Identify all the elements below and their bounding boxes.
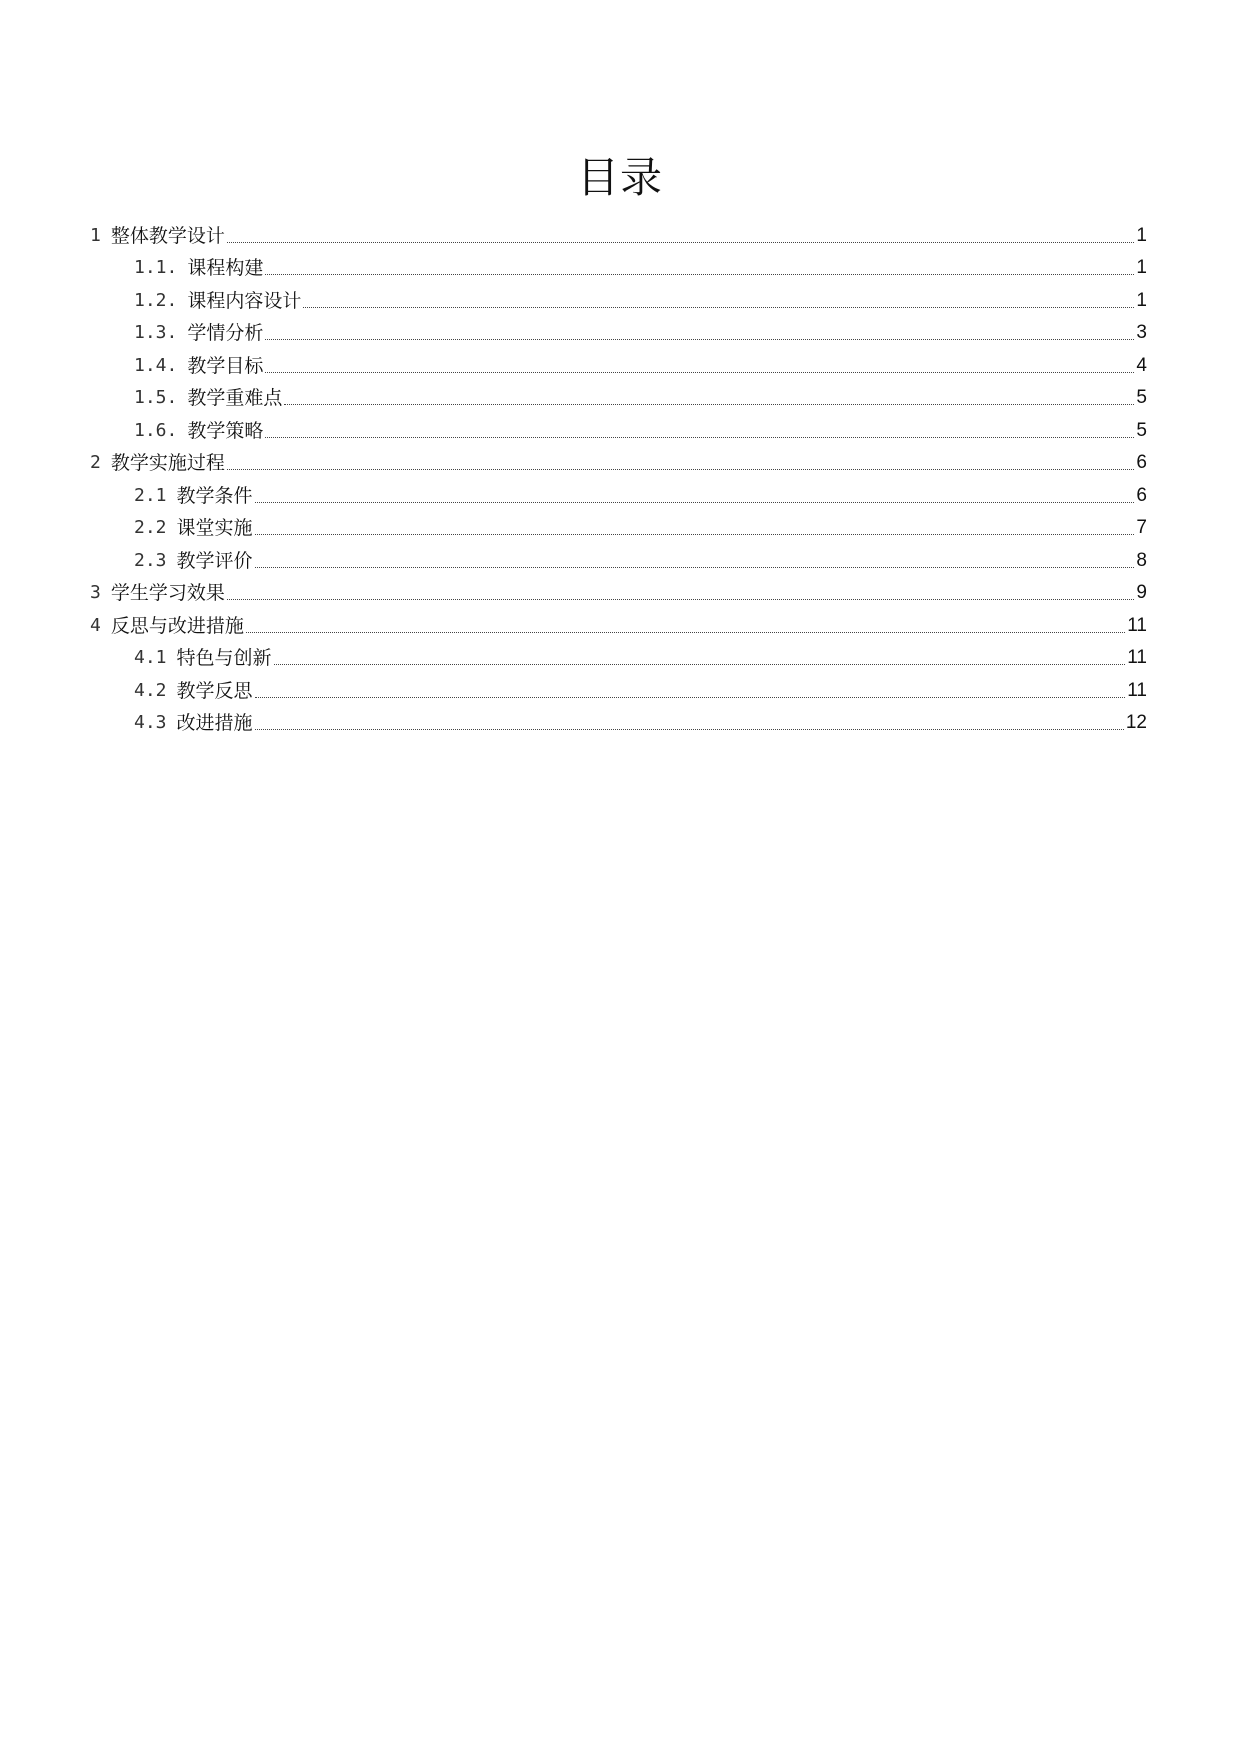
toc-entry-page: 1 [1136, 257, 1147, 278]
dot-leader [265, 437, 1134, 438]
dot-leader [284, 404, 1134, 405]
toc-entry-number: 1 [90, 224, 101, 246]
dot-leader [265, 372, 1134, 373]
toc-entry[interactable] [0, 345, 1240, 378]
toc-entry-number: 1.5. [134, 387, 178, 408]
toc-entry[interactable] [0, 280, 1240, 313]
toc-entry-number: 1.3. [134, 322, 178, 343]
toc-entry-label: 学生学习效果 [110, 582, 225, 604]
toc-entry-label: 整体教学设计 [110, 224, 225, 247]
dot-leader [255, 567, 1135, 568]
dot-leader [265, 274, 1134, 275]
toc-entry-page: 6 [1136, 452, 1147, 473]
toc-entry[interactable] [0, 443, 1240, 476]
toc-entry-page: 1 [1136, 289, 1147, 311]
toc-entry[interactable] [0, 605, 1240, 638]
toc-entry-label: 教学策略 [187, 419, 264, 442]
toc-entry[interactable] [0, 475, 1240, 508]
dot-leader [255, 697, 1126, 698]
toc-entry-label: 课程内容设计 [187, 289, 302, 312]
toc-entry-number: 1.1. [134, 257, 178, 278]
toc-entry-label: 教学反思 [176, 679, 253, 702]
toc-entry-label: 课堂实施 [176, 517, 253, 539]
toc-entry-page: 6 [1136, 484, 1147, 506]
toc-entry-page: 12 [1125, 712, 1147, 733]
dot-leader [227, 242, 1135, 243]
toc-entry[interactable] [0, 540, 1240, 573]
toc-entry-label: 反思与改进措施 [110, 614, 244, 637]
toc-entry-number: 2.3 [134, 549, 167, 571]
toc-entry-label: 教学评价 [176, 549, 253, 572]
toc-list [0, 215, 1240, 735]
toc-entry[interactable] [0, 410, 1240, 443]
toc-entry[interactable] [0, 573, 1240, 606]
toc-entry[interactable] [0, 670, 1240, 703]
toc-entry-number: 4.2 [134, 679, 167, 701]
toc-entry-page: 5 [1136, 419, 1147, 441]
toc-entry-number: 1.4. [134, 354, 178, 376]
toc-entry-number: 2 [90, 452, 101, 473]
toc-entry-page: 9 [1136, 582, 1147, 603]
toc-entry[interactable] [0, 378, 1240, 411]
toc-entry-page: 11 [1127, 647, 1147, 668]
toc-entry-page: 1 [1136, 224, 1147, 246]
toc-entry-page: 7 [1136, 517, 1147, 538]
toc-entry[interactable] [0, 703, 1240, 736]
toc-entry-page: 5 [1136, 387, 1147, 408]
toc-entry-number: 4 [90, 614, 101, 636]
toc-entry-label: 课程构建 [187, 257, 264, 279]
dot-leader [303, 307, 1134, 308]
dot-leader [274, 664, 1126, 665]
toc-entry-label: 学情分析 [187, 322, 264, 344]
toc-entry[interactable] [0, 248, 1240, 281]
toc-entry-number: 2.2 [134, 517, 167, 538]
toc-entry-page: 3 [1136, 322, 1147, 343]
toc-entry-number: 1.6. [134, 419, 178, 441]
dot-leader [255, 729, 1124, 730]
toc-entry[interactable] [0, 638, 1240, 671]
toc-entry-number: 2.1 [134, 484, 167, 506]
dot-leader [227, 469, 1135, 470]
toc-entry-number: 4.3 [134, 712, 167, 733]
toc-entry[interactable] [0, 508, 1240, 541]
toc-entry-page: 11 [1127, 614, 1147, 636]
dot-leader [255, 502, 1135, 503]
dot-leader [255, 534, 1135, 535]
toc-title: 目录 [576, 153, 663, 202]
dot-leader [227, 599, 1135, 600]
toc-entry-page: 4 [1136, 354, 1147, 376]
toc-entry-number: 1.2. [134, 289, 178, 311]
toc-entry-label: 改进措施 [176, 712, 253, 734]
toc-entry-label: 教学目标 [187, 354, 264, 377]
toc-entry-page: 8 [1136, 549, 1147, 571]
toc-entry-label: 教学条件 [176, 484, 253, 507]
toc-entry[interactable] [0, 313, 1240, 346]
toc-entry-number: 4.1 [134, 647, 167, 668]
toc-entry-number: 3 [90, 582, 101, 603]
dot-leader [246, 632, 1125, 633]
toc-entry-page: 11 [1127, 679, 1147, 701]
toc-entry-label: 教学重难点 [187, 387, 283, 409]
toc-entry-label: 特色与创新 [176, 647, 272, 669]
toc-entry-label: 教学实施过程 [110, 452, 225, 474]
toc-entry[interactable] [0, 215, 1240, 248]
dot-leader [265, 339, 1134, 340]
